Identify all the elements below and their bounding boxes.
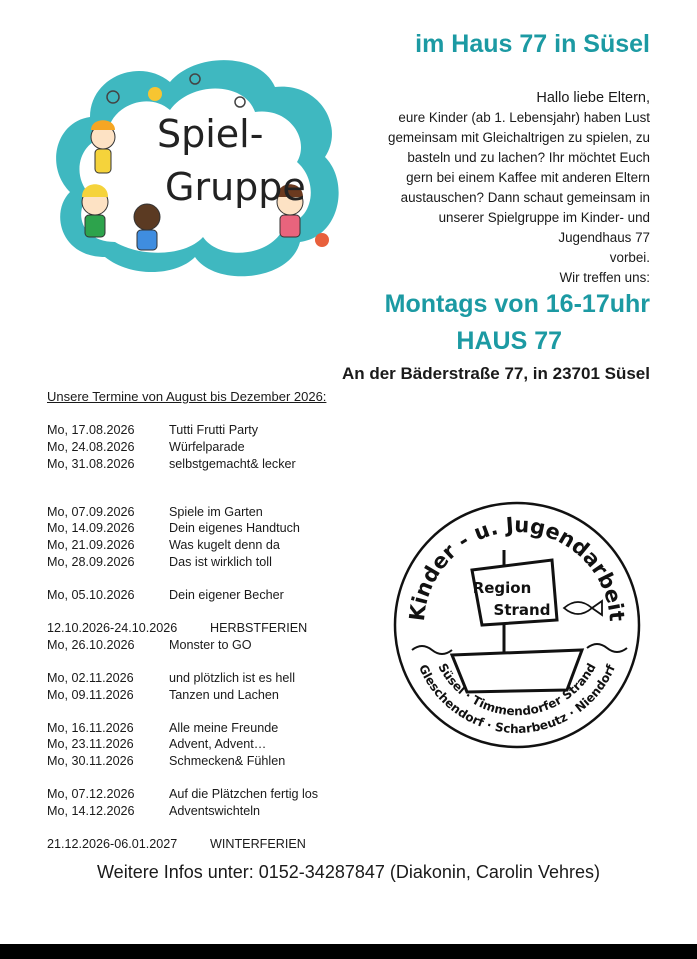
intro-line: Hallo liebe Eltern, bbox=[536, 90, 650, 106]
schedule-date: Mo, 05.10.2026 bbox=[47, 588, 135, 602]
schedule-row bbox=[47, 440, 245, 454]
schedule-event: Tutti Frutti Party bbox=[169, 423, 259, 437]
schedule-row bbox=[47, 457, 296, 471]
seal-bottom-text-1: Süsel · Timmendorfer Strand bbox=[435, 660, 599, 719]
schedule-event: Alle meine Freunde bbox=[169, 721, 279, 735]
schedule-row bbox=[47, 671, 295, 685]
schedule-event: Auf die Plätzchen fertig los bbox=[169, 787, 319, 801]
logo-text-spiel: Spiel- bbox=[157, 112, 264, 156]
kid-boy-left-icon bbox=[82, 184, 108, 237]
schedule-row bbox=[47, 688, 279, 702]
schedule-date: Mo, 24.08.2026 bbox=[47, 440, 135, 454]
fish-icon bbox=[564, 601, 602, 615]
intro-text bbox=[350, 88, 650, 288]
schedule-row bbox=[47, 737, 266, 751]
schedule-date: Mo, 28.09.2026 bbox=[47, 555, 135, 569]
schedule-event: Das ist wirklich toll bbox=[169, 555, 272, 569]
schedule-event: Spiele im Garten bbox=[169, 505, 263, 519]
bottom-bar bbox=[0, 944, 697, 959]
schedule-date: Mo, 07.12.2026 bbox=[47, 787, 135, 801]
house-name: HAUS 77 bbox=[456, 327, 562, 355]
schedule-event: Würfelparade bbox=[169, 440, 245, 454]
schedule-event: Adventswichteln bbox=[169, 804, 261, 818]
schedule-date: Mo, 14.09.2026 bbox=[47, 521, 135, 535]
intro-line: austauschen? Dann schaut gemeinsam in bbox=[400, 190, 650, 205]
schedule-date: Mo, 30.11.2026 bbox=[47, 754, 134, 768]
schedule-date: Mo, 16.11.2026 bbox=[47, 721, 134, 735]
schedule-event: Monster to GO bbox=[169, 638, 252, 652]
page-title: im Haus 77 in Süsel bbox=[415, 30, 650, 58]
schedule-date: Mo, 09.11.2026 bbox=[47, 688, 134, 702]
schedule-date: Mo, 02.11.2026 bbox=[47, 671, 134, 685]
schedule-row bbox=[47, 538, 280, 552]
schedule-date: Mo, 21.09.2026 bbox=[47, 538, 135, 552]
schedule-event: Was kugelt denn da bbox=[169, 538, 280, 552]
spielgruppe-logo bbox=[45, 52, 345, 282]
schedule-date: Mo, 26.10.2026 bbox=[47, 638, 135, 652]
seal-top-text: Kinder - u. Jugendarbeit bbox=[404, 512, 630, 623]
schedule-row bbox=[47, 588, 284, 602]
schedule-date: Mo, 31.08.2026 bbox=[47, 457, 135, 471]
spielgruppe-logo-graphic bbox=[45, 52, 345, 282]
holiday-range: 12.10.2026-24.10.2026 bbox=[47, 621, 178, 635]
schedule-event: Advent, Advent… bbox=[169, 737, 267, 751]
schedule-row bbox=[47, 423, 258, 437]
intro-line: gemeinsam mit Gleichaltrigen zu spielen, zu bbox=[388, 130, 650, 145]
schedule-row bbox=[47, 721, 278, 735]
intro-line: unserer Spielgruppe im Kinder- und bbox=[438, 210, 650, 225]
intro-line: basteln und zu lachen? Ihr möchtet Euch bbox=[407, 150, 650, 165]
holiday-row bbox=[47, 621, 307, 635]
holiday-label: WINTERFERIEN bbox=[210, 837, 306, 851]
contact-info: Weitere Infos unter: 0152-34287847 (Diakonin, Carolin Vehres) bbox=[97, 862, 600, 882]
sun-icon bbox=[148, 87, 162, 101]
schedule-date: Mo, 17.08.2026 bbox=[47, 423, 135, 437]
holiday-range: 21.12.2026-06.01.2027 bbox=[47, 837, 178, 851]
schedule-row bbox=[47, 804, 260, 818]
schedule-heading: Unsere Termine von August bis Dezember 2026: bbox=[47, 389, 327, 404]
schedule-date: Mo, 14.12.2026 bbox=[47, 804, 135, 818]
schedule-date: Mo, 07.09.2026 bbox=[47, 505, 135, 519]
intro-line: Jugendhaus 77 bbox=[558, 230, 650, 245]
logo-text-gruppe: Gruppe bbox=[165, 165, 306, 209]
holiday-row bbox=[47, 837, 306, 851]
intro-line: gern bei einem Kaffee mit anderen Eltern bbox=[406, 170, 650, 185]
schedule-date: Mo, 23.11.2026 bbox=[47, 737, 134, 751]
schedule-row bbox=[47, 555, 272, 569]
schedule-row bbox=[47, 521, 300, 535]
meeting-time: Montags von 16-17uhr bbox=[384, 290, 650, 318]
seal-sign-strand: Strand bbox=[493, 601, 551, 619]
schedule-event: Schmecken& Fühlen bbox=[169, 754, 286, 768]
schedule-row bbox=[47, 787, 318, 801]
schedule-row bbox=[47, 754, 285, 768]
schedule-event: und plötzlich ist es hell bbox=[169, 671, 296, 685]
seal-bottom-text-2: Gleschendorf · Scharbeutz · Niendorf bbox=[415, 662, 618, 737]
address: An der Bäderstraße 77, in 23701 Süsel bbox=[341, 364, 650, 383]
holiday-label: HERBSTFERIEN bbox=[210, 621, 308, 635]
schedule-row bbox=[47, 505, 263, 519]
schedule-event: Dein eigenes Handtuch bbox=[169, 521, 300, 535]
seal-graphic bbox=[392, 500, 642, 750]
intro-line: Wir treffen uns: bbox=[559, 270, 650, 285]
schedule-event: Tanzen und Lachen bbox=[169, 688, 279, 702]
schedule-event: Dein eigener Becher bbox=[169, 588, 284, 602]
seal-sign-region: Region bbox=[472, 579, 532, 597]
ball-icon bbox=[315, 233, 329, 247]
schedule-row bbox=[47, 638, 252, 652]
jugendarbeit-seal bbox=[392, 500, 642, 750]
schedule-event: selbstgemacht& lecker bbox=[169, 457, 296, 471]
intro-line: eure Kinder (ab 1. Lebensjahr) haben Lust bbox=[398, 110, 650, 125]
intro-line: vorbei. bbox=[609, 250, 650, 265]
